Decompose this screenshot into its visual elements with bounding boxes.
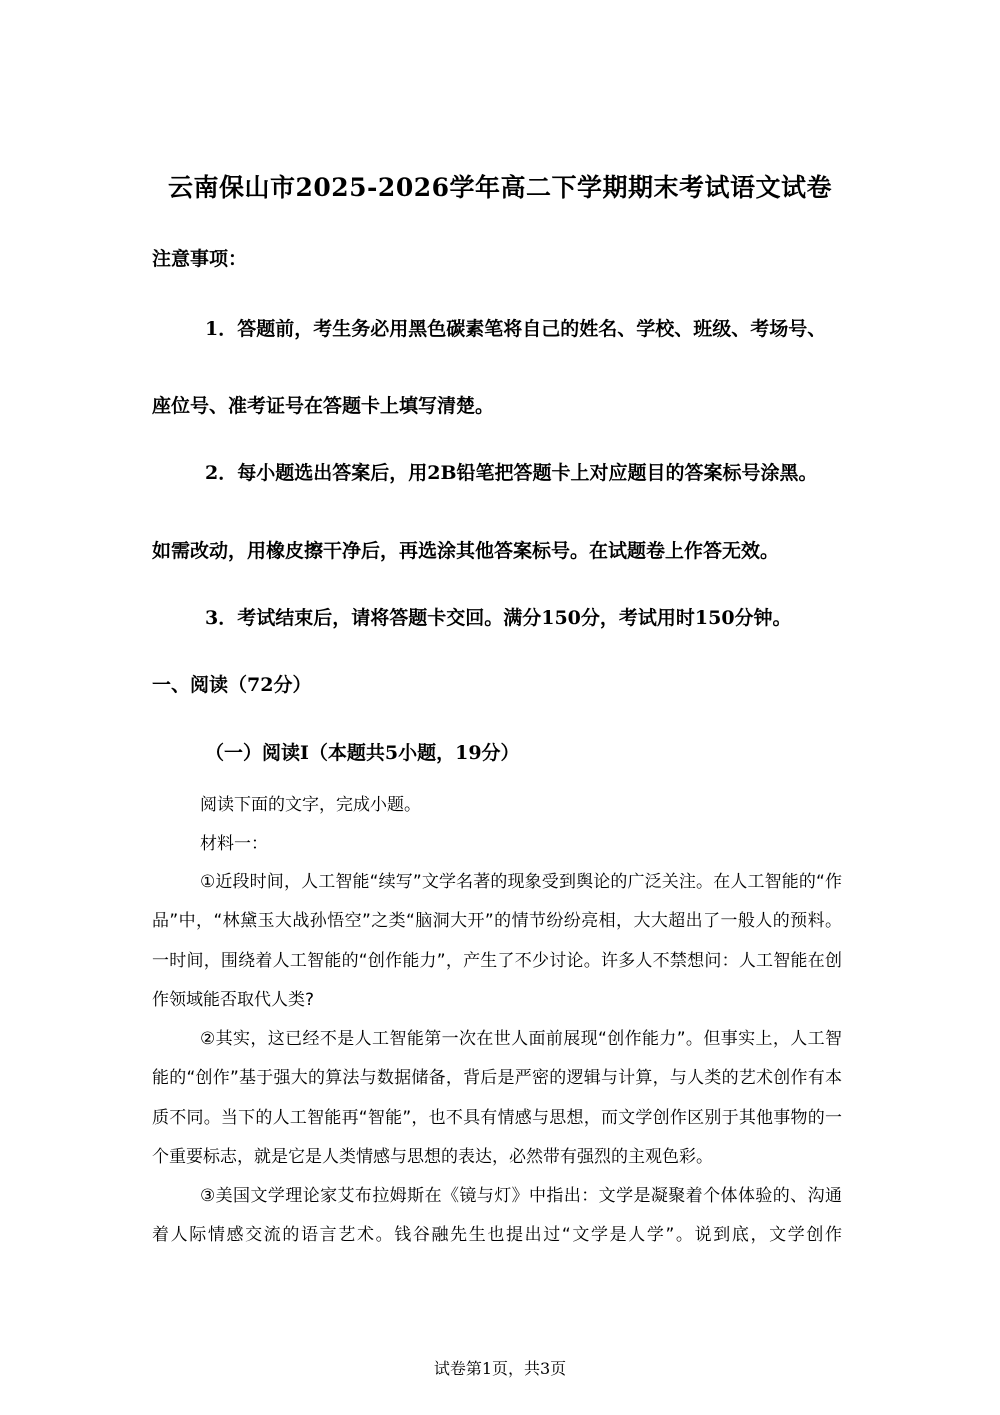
exam-title: 云南保山市2025-2026学年高二下学期期末考试语文试卷	[167, 173, 833, 202]
notice-item-3: 3．考试结束后，请将答题卡交回。满分150分，考试用时150分钟。	[205, 607, 792, 629]
passage-paragraph-1	[152, 863, 842, 1020]
subsection-heading-reading-1: （一）阅读Ⅰ（本题共5小题，19分）	[205, 742, 520, 764]
section-heading-reading: 一、阅读（72分）	[152, 674, 312, 696]
notice-item-1-line-1: 1．答题前，考生务必用黑色碳素笔将自己的姓名、学校、班级、考场号、	[205, 318, 827, 340]
reading-instruction: 阅读下面的文字，完成小题。	[200, 795, 421, 815]
passage-paragraph-2	[152, 1020, 842, 1177]
notice-item-2-line-1: 2．每小题选出答案后，用2B铅笔把答题卡上对应题目的答案标号涂黑。	[205, 462, 818, 484]
paragraph-text: ②其实，这已经不是人工智能第一次在世人面前展现“创作能力”。但事实上，人工智能的“创作”基于强大的算法与数据储备，背后是严密的逻辑与计算，与人类的艺术创作有本质不同。当下的人工智能再“智能”，也不具有情感与思想，而文学创作区别于其他事物的一个重要标志，就是它是人类情感与思想的表达，必然带有强烈的主观色彩。	[152, 1029, 842, 1167]
paragraph-text: ①近段时间，人工智能“续写”文学名著的现象受到舆论的广泛关注。在人工智能的“作品”中，“林黛玉大战孙悟空”之类“脑洞大开”的情节纷纷亮相，大大超出了一般人的预料。一时间，围绕着人工智能的“创作能力”，产生了不少讨论。许多人不禁想问：人工智能在创作领域能否取代人类?	[152, 872, 842, 1010]
page-footer: 试卷第1页，共3页	[433, 1359, 567, 1378]
material-label: 材料一：	[200, 834, 268, 854]
notice-item-2-line-2: 如需改动，用橡皮擦干净后，再选涂其他答案标号。在试题卷上作答无效。	[152, 540, 780, 562]
notice-item-1-line-2: 座位号、准考证号在答题卡上填写清楚。	[152, 395, 495, 417]
passage-paragraph-3	[152, 1177, 842, 1256]
paragraph-text: ③美国文学理论家艾布拉姆斯在《镜与灯》中指出：文学是凝聚着个体体验的、沟通着人际情感交流的语言艺术。钱谷融先生也提出过“文学是人学”。说到底，文学创作	[152, 1186, 842, 1246]
notice-heading: 注意事项：	[152, 248, 248, 270]
